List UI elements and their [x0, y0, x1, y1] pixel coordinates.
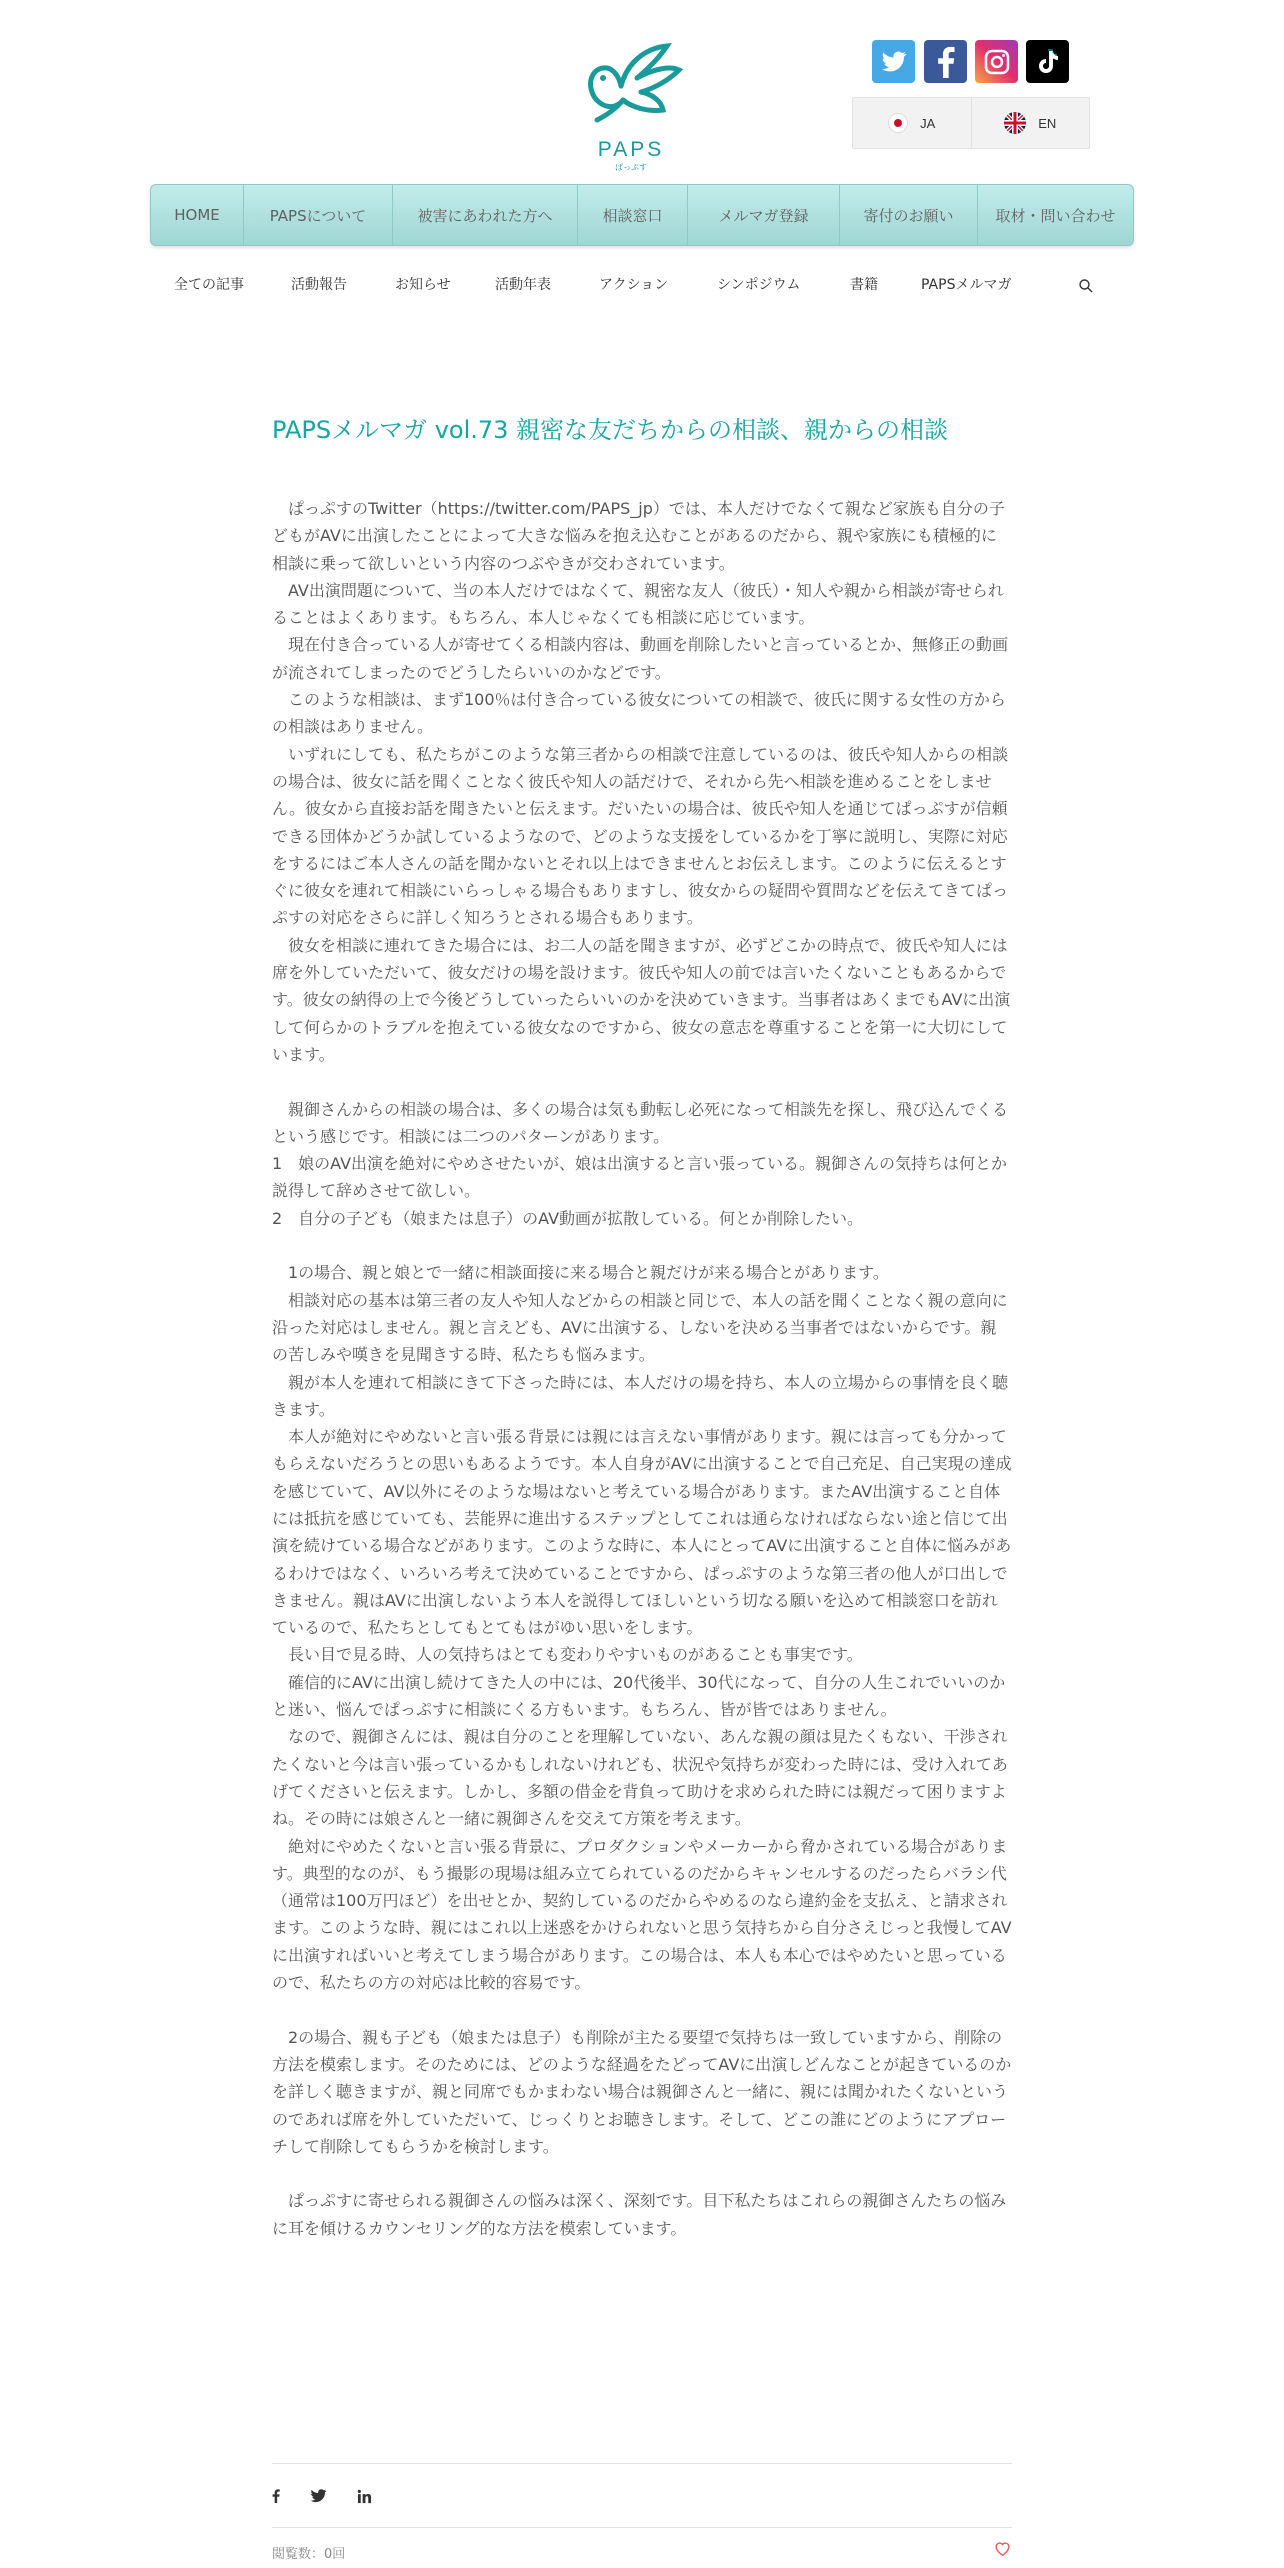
lang-en-label: EN	[1038, 115, 1057, 131]
nav-about[interactable]: PAPSについて	[244, 185, 393, 245]
lang-ja-label: JA	[920, 115, 936, 131]
category-timeline[interactable]: 活動年表	[495, 277, 551, 293]
share-bar	[272, 2486, 372, 2510]
article-title: PAPSメルマガ vol.73 親密な友だちからの相談、親からの相談	[272, 416, 949, 444]
article-paragraph: なので、親御さんには、親は自分のことを理解していない、あんな親の顔は見たくもない、干渉されたくないと今は言い張っているかもしれないけれども、状況や気持ちが変わった時には、受け入れてあげてくださいと伝えます。しかし、多額の借金を背負って助けを求められた時には親だって困りますよね。その時には娘さんと一緒に親御さんを交えて方策を考えます。	[272, 1727, 1008, 1829]
category-paps-newsletter[interactable]: PAPSメルマガ	[921, 277, 1012, 293]
dove-icon	[575, 38, 687, 138]
divider	[272, 2463, 1012, 2464]
tiktok-icon[interactable]	[1026, 40, 1069, 83]
article-paragraph: いずれにしても、私たちがこのような第三者からの相談で注意しているのは、彼氏や知人からの相談の場合は、彼女に話を聞くことなく彼氏や知人の話だけで、それから先へ相談を進めることをしません。彼女から直接お話を聞きたいと伝えます。だいたいの場合は、彼氏や知人を通じてぱっぷすが信頼できる団体かどうか試しているようなので、どのような支援をしているかを丁寧に説明し、実際に対応をするにはご本人さんの話を聞かないとそれ以上はできませんとお伝えします。このように伝えるとすぐに彼女を連れて相談にいらっしゃる場合もありますし、彼女からの疑問や質問などを伝えてきてぱっぷすの対応をさらに詳しく知ろうとされる場合もあります。	[272, 744, 1009, 928]
lang-en-button[interactable]	[971, 98, 1090, 148]
language-switcher	[852, 97, 1090, 149]
article-paragraph: このような相談は、まず100％は付き合っている彼女についての相談で、彼氏に関する女性の方からの相談はありません。	[272, 690, 1006, 737]
category-news[interactable]: お知らせ	[395, 277, 451, 293]
article-paragraph: 長い目で見る時、人の気持ちはとても変わりやすいものがあることも事実です。	[272, 1645, 863, 1665]
article-paragraph: 親御さんからの相談の場合は、多くの場合は気も動転し必死になって相談先を探し、飛び込んでくるという感じです。相談には二つのパターンがあります。	[272, 1099, 1009, 1146]
instagram-icon[interactable]	[975, 40, 1018, 83]
article-paragraph: 1の場合、親と娘とで一緒に相談面接に来る場合と親だけが来る場合とがあります。	[272, 1263, 889, 1283]
article-paragraph: 彼女を相談に連れてきた場合には、お二人の話を聞きますが、必ずどこかの時点で、彼氏や知人には席を外していただいて、彼女だけの場を設けます。彼氏や知人の前では言いたくないこともあるからです。彼女の納得の上で今後どうしていったらいいのかを決めていきます。当事者はあくまでもAVに出演して何らかのトラブルを抱えている彼女なのですから、彼女の意志を尊重することを第一に大切にしています。	[272, 935, 1011, 1064]
nav-newsletter[interactable]: メルマガ登録	[688, 185, 840, 245]
nav-victims[interactable]: 被害にあわれた方へ	[393, 185, 578, 245]
paps-logo[interactable]	[575, 38, 687, 178]
article-paragraph: 絶対にやめたくないと言い張る背景に、プロダクションやメーカーから脅かされている場合があります。典型的なのが、もう撮影の現場は組み立てられているのだからキャンセルするのだったらバラシ代（通常は100万円ほど）を出せとか、契約しているのだからやめるのなら違約金を支払え、と請求されます。このような時、親にはこれ以上迷惑をかけられないと思う気持ちから自分さえじっと我慢してAVに出演すればいいと考えてしまう場合があります。この場合は、本人も本心ではやめたいと思っているので、私たちの方の対応は比較的容易です。	[272, 1836, 1012, 1993]
nav-consultation[interactable]: 相談窓口	[578, 185, 688, 245]
lang-ja-button[interactable]	[853, 98, 971, 148]
twitter-share-icon[interactable]	[310, 2489, 327, 2507]
category-action[interactable]: アクション	[599, 277, 669, 293]
view-count: 閲覧数：0回	[272, 2547, 346, 2562]
facebook-icon[interactable]	[924, 40, 967, 83]
category-books[interactable]: 書籍	[850, 277, 878, 293]
article-paragraph: ぱっぷすのTwitter（https://twitter.com/PAPS_jp）では、本人だけでなくて親など家族も自分の子どもがAVに出演したことによって大きな悩みを抱え込むことがあるのだから、親や家族にも積極的に相談に乗って欲しいという内容のつぶやきが交わされています。	[272, 499, 1005, 573]
like-heart-icon[interactable]	[994, 2541, 1011, 2561]
blank-line	[272, 1996, 1012, 2023]
article-body	[272, 495, 1012, 2242]
category-activity-report[interactable]: 活動報告	[291, 277, 347, 293]
category-navigation	[171, 274, 1101, 298]
article-paragraph: 2の場合、親も子ども（娘または息子）も削除が主たる要望で気持ちは一致していますから、削除の方法を模索します。そのためには、どのような経過をたどってAVに出演しどんなことが起きているのかを詳しく聴きますが、親と同席でもかまわない場合は親御さんと一緒に、親には聞かれたくないというのであれば席を外していただいて、じっくりとお聴きします。そして、どこの誰にどのようにアプローチして削除してもらうかを検討します。	[272, 2027, 1012, 2156]
main-navigation	[150, 184, 1134, 246]
category-symposium[interactable]: シンポジウム	[717, 277, 801, 293]
logo-text: PAPS	[597, 138, 665, 161]
divider	[272, 2527, 1012, 2528]
blank-line	[272, 1068, 1012, 1095]
blank-line	[272, 2160, 1012, 2187]
nav-donation[interactable]: 寄付のお願い	[840, 185, 978, 245]
article-paragraph: 2 自分の子ども（娘または息子）のAV動画が拡散している。何とか削除したい。	[272, 1208, 864, 1228]
search-icon[interactable]	[1078, 278, 1094, 294]
logo-subtitle: ぱっぷす	[615, 163, 647, 172]
linkedin-share-icon[interactable]	[357, 2489, 372, 2508]
uk-flag-icon	[1004, 112, 1026, 134]
nav-home[interactable]: HOME	[151, 185, 244, 245]
article-paragraph: 現在付き合っている人が寄せてくる相談内容は、動画を削除したいと言っているとか、無修正の動画が流されてしまったのでどうしたらいいのかなどです。	[272, 635, 1009, 682]
category-all[interactable]: 全ての記事	[174, 277, 244, 293]
blank-line	[272, 1232, 1012, 1259]
article-paragraph: AV出演問題について、当の本人だけではなくて、親密な友人（彼氏）・知人や親から相談が寄せられることはよくあります。もちろん、本人じゃなくても相談に応じています。	[272, 580, 1004, 628]
facebook-share-icon[interactable]	[272, 2489, 280, 2507]
twitter-icon[interactable]	[872, 40, 915, 83]
article-paragraph: 1 娘のAV出演を絶対にやめさせたいが、娘は出演すると言い張っている。親御さんの気持ちは何とか説得して辞めさせて欲しい。	[272, 1154, 1008, 1201]
article-paragraph: ぱっぷすに寄せられる親御さんの悩みは深く、深刻です。目下私たちはこれらの親御さんたちの悩みに耳を傾けるカウンセリング的な方法を模索しています。	[272, 2191, 1007, 2238]
article-paragraph: 相談対応の基本は第三者の友人や知人などからの相談と同じで、本人の話を聞くことなく親の意向に沿った対応はしません。親と言えども、AVに出演する、しないを決める当事者ではないからです。親の苦しみや嘆きを見聞きする時、私たちも悩みます。	[272, 1290, 1008, 1365]
article-paragraph: 本人が絶対にやめないと言い張る背景には親には言えない事情があります。親には言っても分かってもらえないだろうとの思いもあるようです。本人自身がAVに出演することで自己充足、自己実現の達成を感じていて、AV以外にそのような場はないと考えている場合があります。またAV出演すること自体には抵抗を感じていても、芸能界に進出するステップとしてこれは通らなければならない途と信じて出演を続けている場合などがあります。このような時に、本人にとってAVに出演すること自体に悩みがあるわけではなく、いろいろ考えて決めていることですから、ぱっぷすのような第三者の他人が口出しできません。親はAVに出演しないよう本人を説得してほしいという切なる願いを込めて相談窓口を訪れているので、私たちとしてもとてもはがゆい思いをします。	[272, 1427, 1012, 1638]
japan-flag-icon	[888, 113, 908, 133]
article-paragraph: 確信的にAVに出演し続けてきた人の中には、20代後半、30代になって、自分の人生これでいいのかと迷い、悩んでぱっぷすに相談にくる方もいます。もちろん、皆が皆ではありません。	[272, 1672, 1006, 1720]
article-paragraph: 親が本人を連れて相談にきて下さった時には、本人だけの場を持ち、本人の立場からの事情を良く聴きます。	[272, 1372, 1009, 1419]
nav-contact[interactable]: 取材・問い合わせ	[995, 206, 1116, 225]
